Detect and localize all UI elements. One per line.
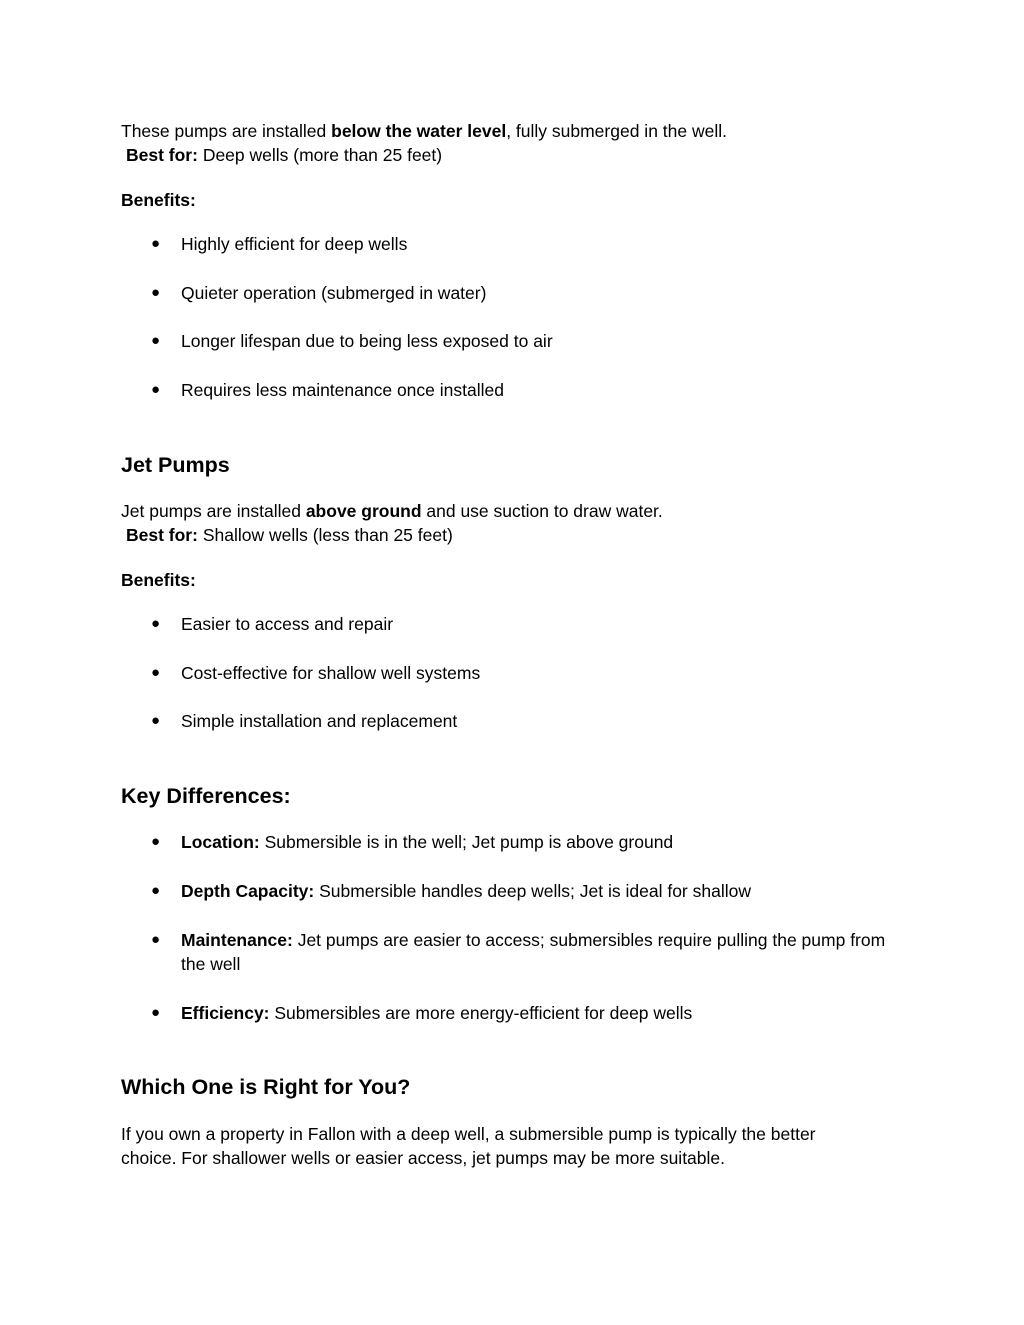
submersible-intro: These pumps are installed below the water level, fully submerged in the well. <box>121 121 727 141</box>
bullet-icon: ● <box>151 332 161 349</box>
bullet-icon: ● <box>151 235 161 252</box>
bullet-icon: ● <box>151 931 161 948</box>
key-differences-heading: Key Differences: <box>121 784 291 808</box>
submersible-best-for: Best for: Deep wells (more than 25 feet) <box>126 145 443 165</box>
which-one-heading: Which One is Right for You? <box>121 1075 411 1099</box>
bullet-icon: ● <box>151 615 161 632</box>
bullet-icon: ● <box>151 712 161 729</box>
bullet-icon: ● <box>151 882 161 899</box>
which-one-body: If you own a property in Fallon with a deep well, a submersible pump is typically the better choice. For shallower wells or easier access, jet pumps may be more suitable. <box>121 1124 816 1168</box>
bullet-icon: ● <box>151 833 161 850</box>
bullet-icon: ● <box>151 284 161 301</box>
bullet-icon: ● <box>151 664 161 681</box>
bullet-icon: ● <box>151 381 161 398</box>
jet-pumps-heading: Jet Pumps <box>121 453 230 477</box>
bullet-icon: ● <box>151 1004 161 1021</box>
jet-intro: Jet pumps are installed above ground and use suction to draw water. <box>121 501 663 521</box>
jet-best-for: Best for: Shallow wells (less than 25 feet) <box>126 525 453 545</box>
submersible-benefits-label: Benefits: <box>121 190 196 210</box>
jet-benefits-label: Benefits: <box>121 570 196 590</box>
